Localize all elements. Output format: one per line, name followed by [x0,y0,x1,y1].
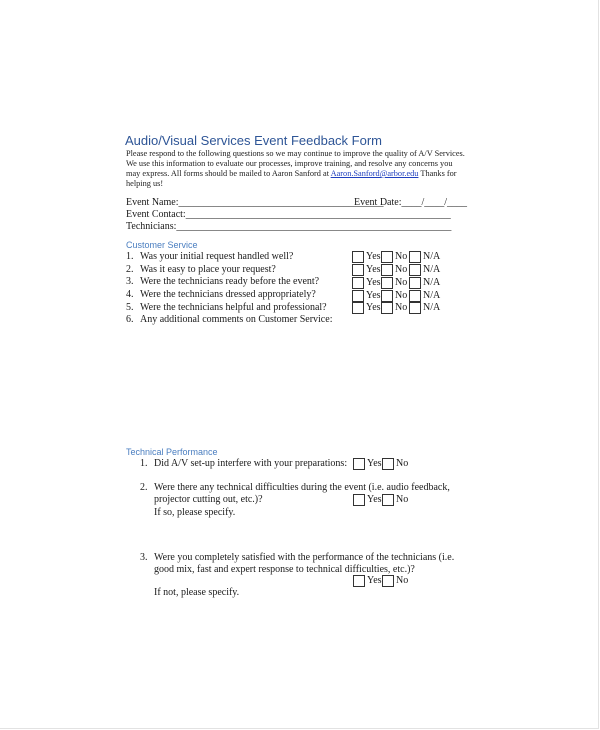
cs-question-2 [126,264,276,276]
q5-no-label: No [395,302,408,313]
tp1-yes-label: Yes [367,458,382,469]
tp2-no-label: No [396,494,409,505]
tp-question-2 [140,482,450,494]
tp-question-2-followup: If so, please specify. [154,507,236,518]
intro-line-3 [126,169,481,179]
form-title: Audio/Visual Services Event Feedback Form [125,133,382,148]
question-number: 3. [140,552,148,563]
intro-line-3-text: may express. All forms should be mailed to Aaron Sanford at [126,169,331,178]
q4-yes-checkbox[interactable] [352,290,364,302]
tp-question-2-line-2: projector cutting out, etc.)? [154,494,263,505]
intro-paragraph [126,149,481,189]
q2-no-label: No [395,264,408,275]
question-text: Was it easy to place your request? [140,264,276,275]
tp1-yes-checkbox[interactable] [353,458,365,470]
tp-question-3-line-2: good mix, fast and expert response to technical difficulties, etc.)? [154,564,415,575]
q1-no-label: No [395,251,408,262]
q5-no-checkbox[interactable] [381,302,393,314]
cs-question-1 [126,251,293,263]
question-text: Were the technicians dressed appropriately? [140,289,316,300]
question-number: 2. [126,264,134,275]
tp2-yes-checkbox[interactable] [353,494,365,506]
question-number: 5. [126,302,134,313]
q4-yes-label: Yes [366,290,381,301]
tp-question-3-followup: If not, please specify. [154,587,240,598]
q5-na-checkbox[interactable] [409,302,421,314]
intro-line-4: helping us! [126,179,164,188]
question-text: Were the technicians helpful and professional? [140,302,327,313]
tp2-no-checkbox[interactable] [382,494,394,506]
question-number: 2. [140,482,148,493]
question-number: 6. [126,314,134,325]
cs-question-4 [126,289,316,301]
q1-na-label: N/A [423,251,441,262]
q2-yes-checkbox[interactable] [352,264,364,276]
question-text: Was your initial request handled well? [140,251,294,262]
question-text: Any additional comments on Customer Service: [140,314,333,325]
q2-no-checkbox[interactable] [381,264,393,276]
tp3-no-checkbox[interactable] [382,575,394,587]
intro-thanks: Thanks for [418,169,457,178]
question-number: 1. [140,458,148,469]
technicians-field[interactable]: Technicians:_______________________________________________________ [126,221,452,232]
q3-no-label: No [395,277,408,288]
q4-no-label: No [395,290,408,301]
q1-na-checkbox[interactable] [409,251,421,263]
q1-no-checkbox[interactable] [381,251,393,263]
tp1-no-label: No [396,458,409,469]
tp-question-1 [140,458,347,470]
q3-no-checkbox[interactable] [381,277,393,289]
question-text: Were you completely satisfied with the performance of the technicians (i.e. [154,552,455,563]
question-text: Were there any technical difficulties during the event (i.e. audio feedback, [154,482,450,493]
customer-service-heading: Customer Service [126,240,198,250]
q3-na-label: N/A [423,277,441,288]
q4-na-label: N/A [423,290,441,301]
q2-yes-label: Yes [366,264,381,275]
q3-yes-label: Yes [366,277,381,288]
question-number: 1. [126,251,134,262]
question-text: Did A/V set-up interfere with your preparations: [154,458,348,469]
tp2-yes-label: Yes [367,494,382,505]
q5-na-label: N/A [423,302,441,313]
event-name-field[interactable]: Event Name:_________________________________________ [126,197,384,208]
q3-yes-checkbox[interactable] [352,277,364,289]
q2-na-checkbox[interactable] [409,264,421,276]
question-number: 3. [126,276,134,287]
tp3-no-label: No [396,575,409,586]
tp3-yes-checkbox[interactable] [353,575,365,587]
q3-na-checkbox[interactable] [409,277,421,289]
cs-question-6 [126,314,332,326]
intro-line-2: We use this information to evaluate our processes, improve training, and resolve any concerns you [126,159,453,168]
q4-na-checkbox[interactable] [409,290,421,302]
q2-na-label: N/A [423,264,441,275]
tp1-no-checkbox[interactable] [382,458,394,470]
q1-yes-checkbox[interactable] [352,251,364,263]
technical-performance-heading: Technical Performance [126,447,218,457]
event-date-field[interactable]: Event Date:____/____/____ [354,197,468,208]
tp3-yes-label: Yes [367,575,382,586]
cs-question-5 [126,302,327,314]
email-link[interactable]: Aaron.Sanford@arbor.edu [330,169,419,178]
question-text: Were the technicians ready before the event? [140,276,320,287]
question-number: 4. [126,289,134,300]
tp-question-3 [140,552,454,564]
q5-yes-label: Yes [366,302,381,313]
q4-no-checkbox[interactable] [381,290,393,302]
cs-question-3 [126,276,319,288]
q1-yes-label: Yes [366,251,381,262]
q5-yes-checkbox[interactable] [352,302,364,314]
intro-line-1: Please respond to the following questions so we may continue to improve the quality of A/V Services. [126,149,465,158]
event-contact-field[interactable]: Event Contact:_____________________________________________________ [126,209,451,220]
